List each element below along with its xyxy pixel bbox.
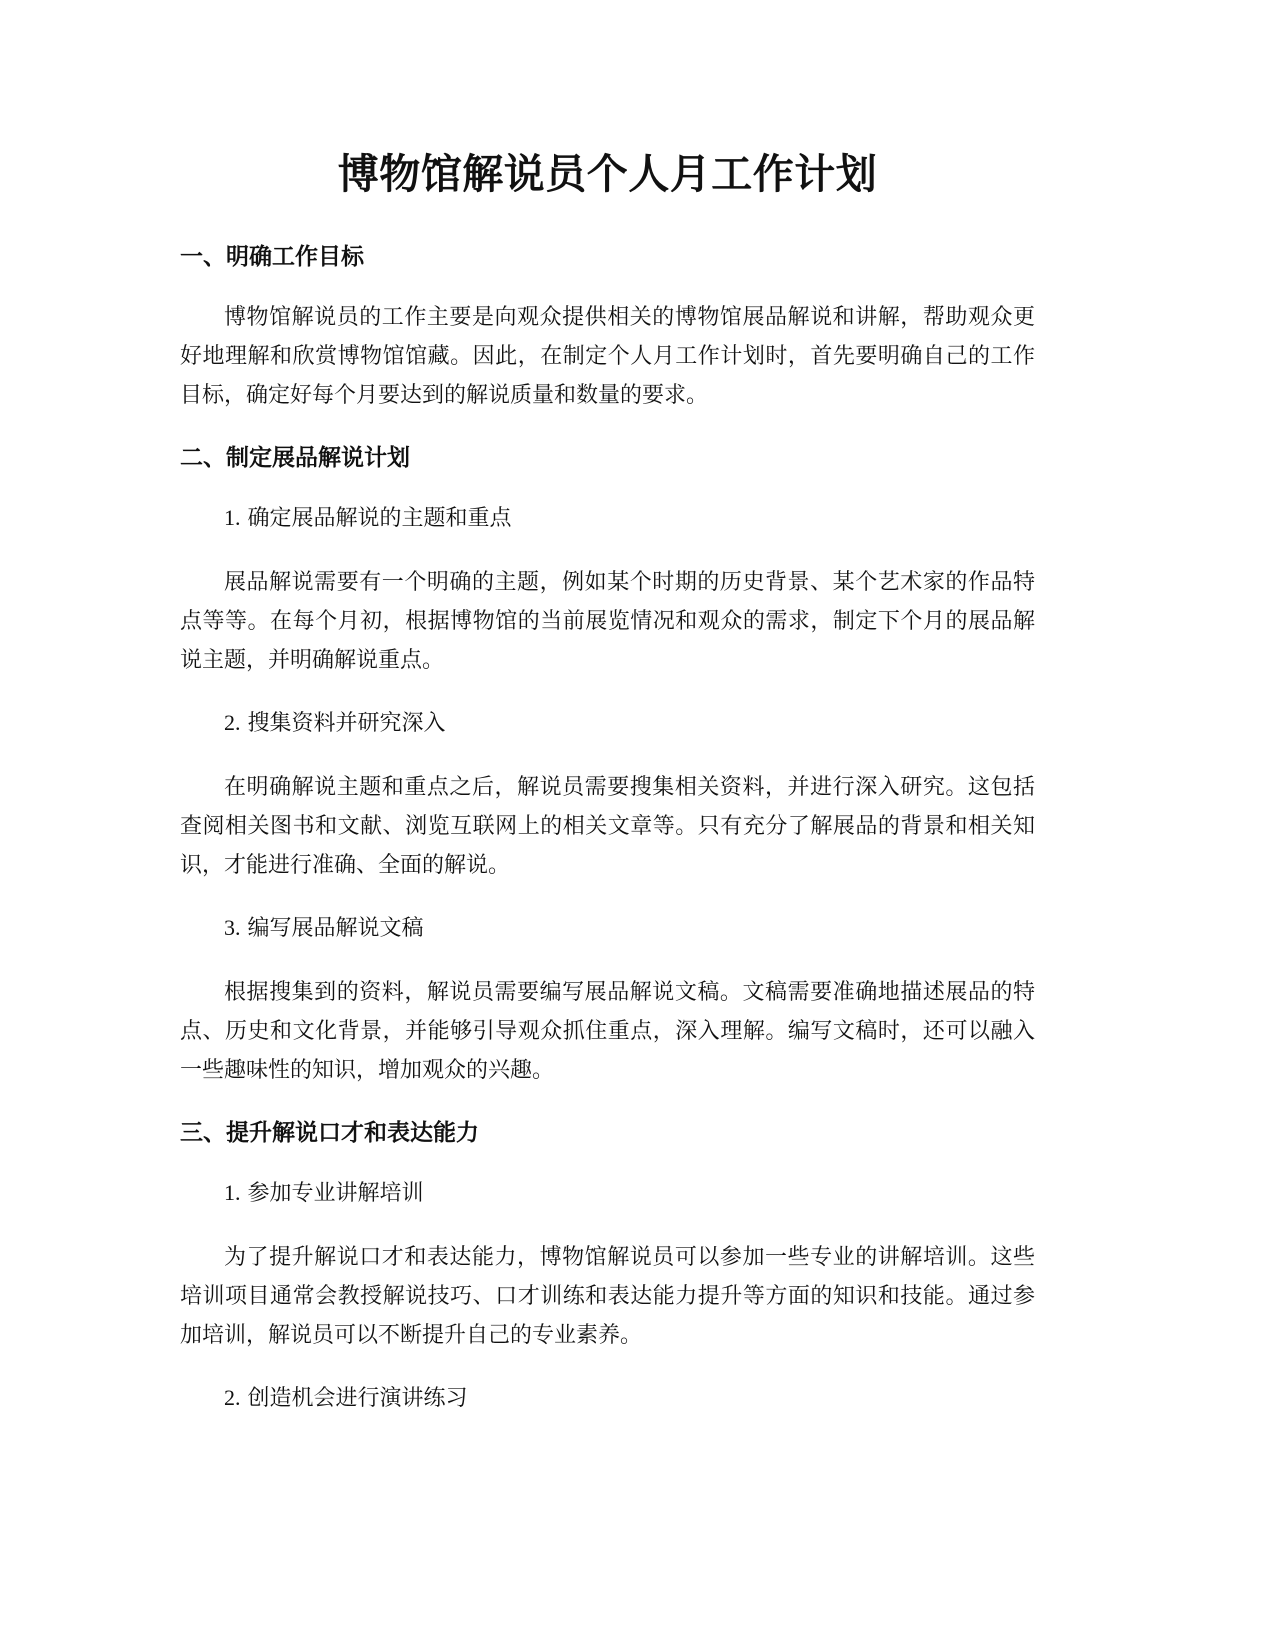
item-paragraph: 为了提升解说口才和表达能力，博物馆解说员可以参加一些专业的讲解培训。这些培训项目通常会教授解说技巧、口才训练和表达能力提升等方面的知识和技能。通过参加培训，解说员可以不断提升自己的专业素养。 <box>180 1245 1035 1348</box>
item-paragraph: 根据搜集到的资料，解说员需要编写展品解说文稿。文稿需要准确地描述展品的特点、历史和文化背景，并能够引导观众抓住重点，深入理解。编写文稿时，还可以融入一些趣味性的知识，增加观众的兴趣。 <box>180 980 1035 1083</box>
section-heading: 一、明确工作目标 <box>180 244 364 270</box>
numbered-item-title <box>180 909 1035 948</box>
numbered-item-title <box>180 1379 1035 1418</box>
document-title: 博物馆解说员个人月工作计划 <box>337 150 878 198</box>
numbered-item-title <box>180 704 1035 743</box>
numbered-item-title <box>180 499 1035 538</box>
section-speaking-skills <box>180 1114 1035 1418</box>
item-number: 1. <box>224 505 241 530</box>
item-title: 编写展品解说文稿 <box>247 916 424 941</box>
section-goals <box>180 238 1035 415</box>
numbered-item-title <box>180 1174 1035 1213</box>
item-title: 创造机会进行演讲练习 <box>247 1386 468 1411</box>
item-title: 搜集资料并研究深入 <box>247 711 446 736</box>
item-number: 2. <box>224 1385 241 1410</box>
section-exhibit-plan <box>180 439 1035 1090</box>
section-heading: 三、提升解说口才和表达能力 <box>180 1120 479 1146</box>
item-number: 2. <box>224 710 241 735</box>
item-paragraph: 在明确解说主题和重点之后，解说员需要搜集相关资料，并进行深入研究。这包括查阅相关图书和文献、浏览互联网上的相关文章等。只有充分了解展品的背景和相关知识，才能进行准确、全面的解说。 <box>180 775 1035 878</box>
item-paragraph: 展品解说需要有一个明确的主题，例如某个时期的历史背景、某个艺术家的作品特点等等。在每个月初，根据博物馆的当前展览情况和观众的需求，制定下个月的展品解说主题，并明确解说重点。 <box>180 570 1035 673</box>
item-number: 1. <box>224 1180 241 1205</box>
section-intro-paragraph: 博物馆解说员的工作主要是向观众提供相关的博物馆展品解说和讲解，帮助观众更好地理解和欣赏博物馆馆藏。因此，在制定个人月工作计划时，首先要明确自己的工作目标，确定好每个月要达到的解说质量和数量的要求。 <box>180 305 1035 408</box>
item-title: 确定展品解说的主题和重点 <box>247 506 512 531</box>
section-heading: 二、制定展品解说计划 <box>180 445 410 471</box>
document-page <box>180 148 1035 1443</box>
item-number: 3. <box>224 915 241 940</box>
item-title: 参加专业讲解培训 <box>247 1181 424 1206</box>
